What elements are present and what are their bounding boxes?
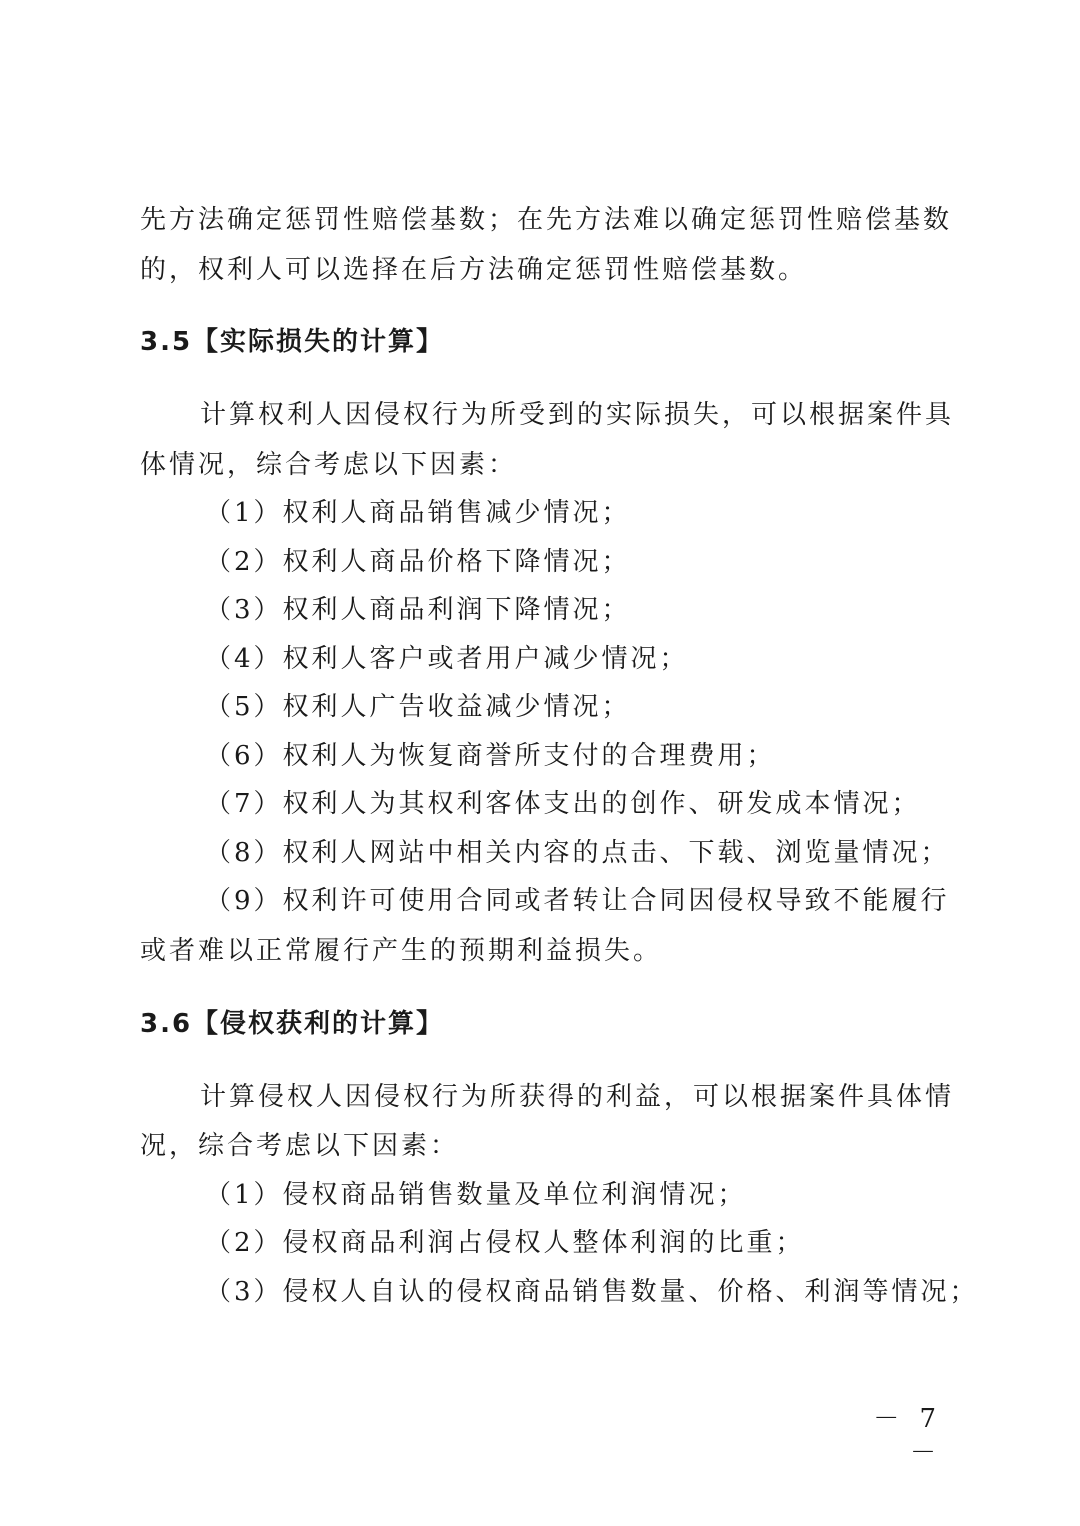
list-item: （5）权利人广告收益减少情况； [205, 692, 631, 722]
section-heading-3-6: 3.6【侵权获利的计算】 [140, 1009, 445, 1039]
list-item: （6）权利人为恢复商誉所支付的合理费用； [205, 741, 776, 771]
body-text-line: 的，权利人可以选择在后方法确定惩罚性赔偿基数。 [140, 255, 808, 285]
section-heading-3-5: 3.5【实际损失的计算】 [140, 327, 445, 357]
list-item: （7）权利人为其权利客体支出的创作、研发成本情况； [205, 789, 921, 819]
body-text-line: 先方法确定惩罚性赔偿基数；在先方法难以确定惩罚性赔偿基数 [140, 205, 953, 235]
body-text-line: 计算权利人因侵权行为所受到的实际损失，可以根据案件具 [200, 400, 955, 430]
list-item: （8）权利人网站中相关内容的点击、下载、浏览量情况； [205, 838, 950, 868]
body-text-line: 或者难以正常履行产生的预期利益损失。 [140, 936, 663, 966]
list-item: （2）侵权商品利润占侵权人整体利润的比重； [205, 1228, 805, 1258]
body-text-line: 况，综合考虑以下因素： [140, 1131, 460, 1161]
list-item: （1）权利人商品销售减少情况； [205, 498, 631, 528]
list-item: （2）权利人商品价格下降情况； [205, 547, 631, 577]
body-text-line: 计算侵权人因侵权行为所获得的利益，可以根据案件具体情 [200, 1082, 955, 1112]
body-text-line: 体情况，综合考虑以下因素： [140, 450, 518, 480]
list-item: （4）权利人客户或者用户减少情况； [205, 644, 689, 674]
list-item: （9）权利许可使用合同或者转让合同因侵权导致不能履行 [205, 886, 950, 916]
list-item: （3）侵权人自认的侵权商品销售数量、价格、利润等情况； [205, 1277, 979, 1307]
page-number: － 7 － [873, 1404, 942, 1468]
list-item: （3）权利人商品利润下降情况； [205, 595, 631, 625]
list-item: （1）侵权商品销售数量及单位利润情况； [205, 1180, 747, 1210]
